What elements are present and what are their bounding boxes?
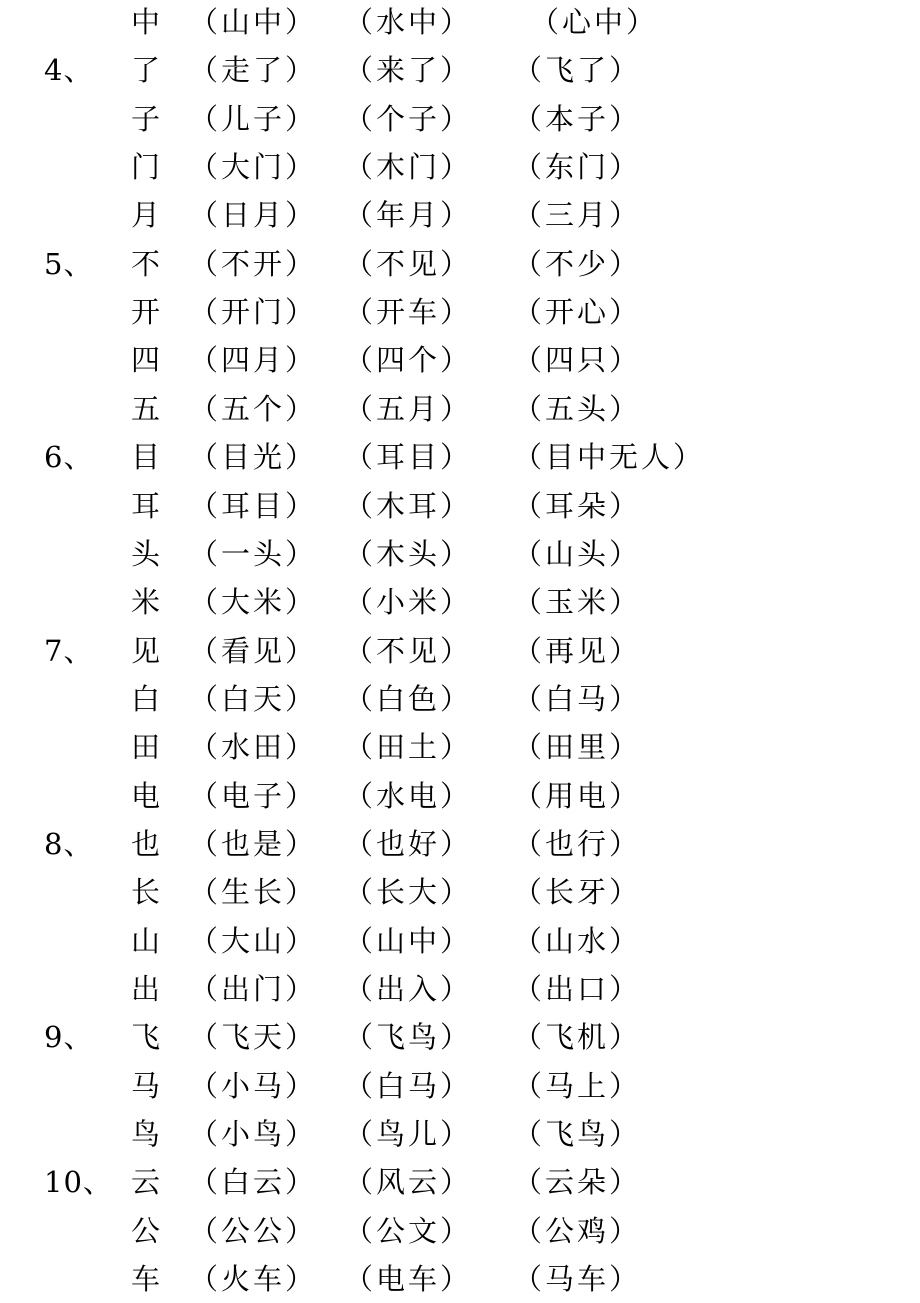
- word-3: （东门）: [513, 150, 642, 185]
- word-2: （公文）: [344, 1213, 473, 1248]
- word-2: （个子）: [344, 101, 473, 136]
- word-3: （用电）: [513, 778, 642, 813]
- word-row: [0, 433, 920, 481]
- target-character: 电: [131, 778, 161, 813]
- word-2: （电车）: [344, 1262, 473, 1297]
- word-1: （走了）: [189, 53, 318, 88]
- target-character: 耳: [131, 488, 161, 523]
- word-1: （生长）: [189, 875, 318, 910]
- word-3: （开心）: [513, 295, 642, 330]
- word-3: （出口）: [513, 972, 642, 1006]
- word-1: （大米）: [189, 585, 318, 620]
- word-row: [0, 772, 920, 820]
- target-character: 目: [131, 440, 161, 475]
- target-character: 白: [131, 681, 161, 716]
- word-1: （白天）: [189, 681, 318, 716]
- word-2: （水中）: [344, 5, 473, 39]
- word-1: （四月）: [189, 343, 318, 378]
- word-2: （不见）: [344, 246, 473, 281]
- word-3: （玉米）: [513, 585, 642, 620]
- target-character: 云: [131, 1165, 161, 1200]
- word-1: （大门）: [189, 150, 318, 185]
- word-3: （长牙）: [513, 875, 642, 910]
- word-3: （飞鸟）: [513, 1117, 642, 1152]
- word-2: （白马）: [344, 1068, 473, 1103]
- word-row: [0, 482, 920, 530]
- word-row: [0, 1158, 920, 1206]
- word-1: （出门）: [189, 972, 318, 1006]
- word-3: （三月）: [513, 198, 642, 233]
- item-number: 6、: [44, 440, 94, 475]
- word-row: [0, 1207, 920, 1255]
- word-row: [0, 723, 920, 771]
- word-2: （飞鸟）: [344, 1020, 473, 1055]
- word-3: （耳朵）: [513, 488, 642, 523]
- word-1: （飞天）: [189, 1020, 318, 1055]
- word-1: （大山）: [189, 923, 318, 958]
- item-number: 7、: [44, 633, 94, 668]
- word-1: （儿子）: [189, 101, 318, 136]
- word-row: [0, 385, 920, 433]
- word-row: [0, 143, 920, 191]
- word-3: （飞机）: [513, 1020, 642, 1055]
- word-3: （飞了）: [513, 53, 642, 88]
- word-1: （公公）: [189, 1213, 318, 1248]
- word-3: （也行）: [513, 826, 642, 861]
- target-character: 马: [131, 1068, 161, 1103]
- word-1: （电子）: [189, 778, 318, 813]
- word-row: [0, 675, 920, 723]
- target-character: 见: [131, 633, 161, 668]
- word-row: [0, 627, 920, 675]
- target-character: 门: [131, 150, 161, 185]
- word-2: （田土）: [344, 730, 473, 765]
- word-row: [0, 0, 920, 46]
- target-character: 不: [131, 246, 161, 281]
- word-1: （日月）: [189, 198, 318, 233]
- target-character: 米: [131, 585, 161, 620]
- word-3: （四只）: [513, 343, 642, 378]
- target-character: 田: [131, 730, 161, 765]
- word-1: （小马）: [189, 1068, 318, 1103]
- word-3: （马上）: [513, 1068, 642, 1103]
- word-3: （心中）: [530, 5, 659, 39]
- target-character: 开: [131, 295, 161, 330]
- word-row: [0, 578, 920, 626]
- word-2: （长大）: [344, 875, 473, 910]
- word-1: （耳目）: [189, 488, 318, 523]
- target-character: 山: [131, 923, 161, 958]
- target-character: 也: [131, 826, 161, 861]
- word-row: [0, 1255, 920, 1303]
- word-3: （马车）: [513, 1262, 642, 1297]
- word-3: （云朵）: [513, 1165, 642, 1200]
- target-character: 了: [131, 53, 161, 88]
- word-2: （山中）: [344, 923, 473, 958]
- word-1: （五个）: [189, 391, 318, 426]
- target-character: 头: [131, 536, 161, 571]
- word-2: （木门）: [344, 150, 473, 185]
- word-2: （木耳）: [344, 488, 473, 523]
- word-1: （也是）: [189, 826, 318, 861]
- word-2: （风云）: [344, 1165, 473, 1200]
- target-character: 中: [131, 5, 161, 39]
- word-3: （目中无人）: [513, 440, 706, 475]
- word-2: （小米）: [344, 585, 473, 620]
- word-2: （白色）: [344, 681, 473, 716]
- item-number: 8、: [44, 826, 94, 861]
- target-character: 五: [131, 391, 161, 426]
- item-number: 5、: [44, 246, 94, 281]
- word-row: [0, 240, 920, 288]
- target-character: 子: [131, 101, 161, 136]
- word-2: （年月）: [344, 198, 473, 233]
- word-row: [0, 46, 920, 94]
- word-row: [0, 965, 920, 1013]
- word-2: （也好）: [344, 826, 473, 861]
- target-character: 出: [131, 972, 161, 1006]
- word-2: （不见）: [344, 633, 473, 668]
- word-1: （水田）: [189, 730, 318, 765]
- word-row: [0, 95, 920, 143]
- word-2: （出入）: [344, 972, 473, 1006]
- word-1: （一头）: [189, 536, 318, 571]
- word-2: （四个）: [344, 343, 473, 378]
- word-3: （白马）: [513, 681, 642, 716]
- word-1: （小鸟）: [189, 1117, 318, 1152]
- word-1: （不开）: [189, 246, 318, 281]
- word-row: [0, 1062, 920, 1110]
- target-character: 飞: [131, 1020, 161, 1055]
- word-row: [0, 1013, 920, 1061]
- target-character: 车: [131, 1262, 161, 1297]
- word-row: [0, 868, 920, 916]
- target-character: 长: [131, 875, 161, 910]
- word-3: （山头）: [513, 536, 642, 571]
- word-2: （来了）: [344, 53, 473, 88]
- word-row: [0, 917, 920, 965]
- word-3: （不少）: [513, 246, 642, 281]
- word-row: [0, 820, 920, 868]
- target-character: 公: [131, 1213, 161, 1248]
- word-3: （再见）: [513, 633, 642, 668]
- target-character: 四: [131, 343, 161, 378]
- word-1: （目光）: [189, 440, 318, 475]
- word-2: （五月）: [344, 391, 473, 426]
- word-3: （公鸡）: [513, 1213, 642, 1248]
- word-row: [0, 336, 920, 384]
- word-1: （看见）: [189, 633, 318, 668]
- word-3: （本子）: [513, 101, 642, 136]
- word-row: [0, 288, 920, 336]
- target-character: 月: [131, 198, 161, 233]
- word-3: （田里）: [513, 730, 642, 765]
- word-3: （五头）: [513, 391, 642, 426]
- word-2: （耳目）: [344, 440, 473, 475]
- word-3: （山水）: [513, 923, 642, 958]
- word-2: （水电）: [344, 778, 473, 813]
- word-2: （木头）: [344, 536, 473, 571]
- item-number: 10、: [44, 1165, 113, 1200]
- word-row: [0, 530, 920, 578]
- word-1: （白云）: [189, 1165, 318, 1200]
- word-2: （开车）: [344, 295, 473, 330]
- word-row: [0, 1110, 920, 1158]
- word-row: [0, 191, 920, 239]
- item-number: 9、: [44, 1020, 94, 1055]
- word-1: （开门）: [189, 295, 318, 330]
- word-1: （山中）: [189, 5, 318, 39]
- item-number: 4、: [44, 53, 94, 88]
- word-1: （火车）: [189, 1262, 318, 1297]
- target-character: 鸟: [131, 1117, 161, 1152]
- word-2: （鸟儿）: [344, 1117, 473, 1152]
